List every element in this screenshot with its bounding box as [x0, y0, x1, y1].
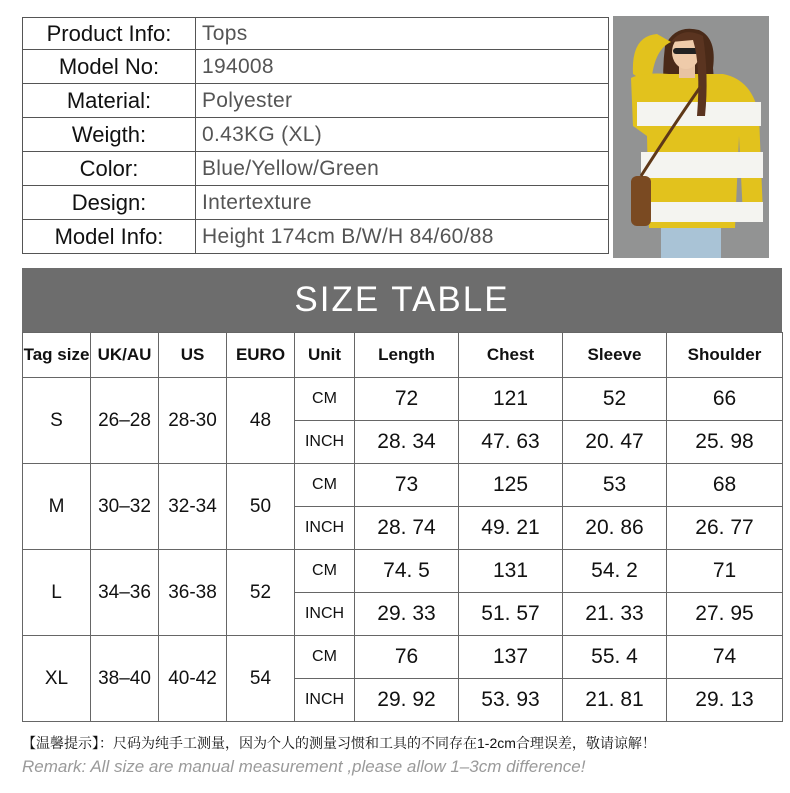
tag-size-cell: S — [23, 378, 91, 464]
size-table-title: SIZE TABLE — [22, 268, 782, 332]
info-row — [23, 152, 609, 186]
col-header-length: Length — [355, 333, 459, 378]
info-row — [23, 220, 609, 254]
info-label: Color: — [23, 152, 196, 186]
sleeve-cell: 21. 33 — [563, 593, 667, 636]
uk-au-cell: 38–40 — [91, 636, 159, 722]
unit-cell: INCH — [295, 593, 355, 636]
shoulder-cell: 25. 98 — [667, 421, 783, 464]
uk-au-cell: 34–36 — [91, 550, 159, 636]
info-value: Tops — [196, 18, 609, 50]
info-value: Blue/Yellow/Green — [196, 152, 609, 186]
shoulder-cell: 27. 95 — [667, 593, 783, 636]
chest-cell: 121 — [459, 378, 563, 421]
chest-cell: 131 — [459, 550, 563, 593]
info-value: Height 174cm B/W/H 84/60/88 — [196, 220, 609, 254]
euro-cell: 54 — [227, 636, 295, 722]
col-header-chest: Chest — [459, 333, 563, 378]
chest-cell: 125 — [459, 464, 563, 507]
length-cell: 74. 5 — [355, 550, 459, 593]
info-label: Model No: — [23, 50, 196, 84]
unit-cell: INCH — [295, 679, 355, 722]
chest-cell: 53. 93 — [459, 679, 563, 722]
sleeve-cell: 53 — [563, 464, 667, 507]
length-cell: 28. 74 — [355, 507, 459, 550]
info-label: Product Info: — [23, 18, 196, 50]
col-header-shoulder: Shoulder — [667, 333, 783, 378]
uk-au-cell: 30–32 — [91, 464, 159, 550]
sleeve-cell: 52 — [563, 378, 667, 421]
sleeve-cell: 20. 86 — [563, 507, 667, 550]
chinese-remark: 【温馨提示】：尺码为纯手工测量，因为个人的测量习惯和工具的不同存在1-2cm合理误差，敬请谅解！ — [22, 735, 656, 751]
sleeve-cell: 54. 2 — [563, 550, 667, 593]
unit-cell: INCH — [295, 421, 355, 464]
shoulder-cell: 71 — [667, 550, 783, 593]
info-value: 194008 — [196, 50, 609, 84]
shoulder-cell: 66 — [667, 378, 783, 421]
info-row — [23, 84, 609, 118]
unit-cell: CM — [295, 378, 355, 421]
us-cell: 36-38 — [159, 550, 227, 636]
chest-cell: 137 — [459, 636, 563, 679]
shoulder-cell: 68 — [667, 464, 783, 507]
table-row — [23, 636, 783, 679]
shoulder-cell: 26. 77 — [667, 507, 783, 550]
length-cell: 28. 34 — [355, 421, 459, 464]
shoulder-cell: 74 — [667, 636, 783, 679]
chest-cell: 49. 21 — [459, 507, 563, 550]
sleeve-cell: 21. 81 — [563, 679, 667, 722]
table-row — [23, 464, 783, 507]
info-label: Design: — [23, 186, 196, 220]
length-cell: 29. 92 — [355, 679, 459, 722]
us-cell: 28-30 — [159, 378, 227, 464]
table-row — [23, 378, 783, 421]
euro-cell: 48 — [227, 378, 295, 464]
col-header-uk-au: UK/AU — [91, 333, 159, 378]
info-value: Intertexture — [196, 186, 609, 220]
table-row — [23, 550, 783, 593]
info-label: Model Info: — [23, 220, 196, 254]
us-cell: 32-34 — [159, 464, 227, 550]
length-cell: 72 — [355, 378, 459, 421]
shoulder-cell: 29. 13 — [667, 679, 783, 722]
tag-size-cell: M — [23, 464, 91, 550]
sleeve-cell: 20. 47 — [563, 421, 667, 464]
english-remark: Remark: All size are manual measurement ,please allow 1–3cm difference! — [22, 757, 586, 776]
unit-cell: INCH — [295, 507, 355, 550]
col-header-tag-size: Tag size — [23, 333, 91, 378]
length-cell: 29. 33 — [355, 593, 459, 636]
info-row — [23, 18, 609, 50]
col-header-unit: Unit — [295, 333, 355, 378]
info-row — [23, 118, 609, 152]
model-photo — [613, 16, 769, 258]
length-cell: 73 — [355, 464, 459, 507]
unit-cell: CM — [295, 550, 355, 593]
size-table-header-row — [23, 333, 783, 378]
unit-cell: CM — [295, 636, 355, 679]
length-cell: 76 — [355, 636, 459, 679]
info-value: Polyester — [196, 84, 609, 118]
tag-size-cell: L — [23, 550, 91, 636]
euro-cell: 50 — [227, 464, 295, 550]
tag-size-cell: XL — [23, 636, 91, 722]
info-row — [23, 50, 609, 84]
euro-cell: 52 — [227, 550, 295, 636]
col-header-us: US — [159, 333, 227, 378]
size-table — [22, 332, 783, 722]
us-cell: 40-42 — [159, 636, 227, 722]
col-header-sleeve: Sleeve — [563, 333, 667, 378]
info-label: Material: — [23, 84, 196, 118]
product-info-table — [22, 17, 609, 254]
chest-cell: 51. 57 — [459, 593, 563, 636]
sleeve-cell: 55. 4 — [563, 636, 667, 679]
model-illustration — [613, 16, 769, 258]
info-label: Weigth: — [23, 118, 196, 152]
uk-au-cell: 26–28 — [91, 378, 159, 464]
info-row — [23, 186, 609, 220]
chest-cell: 47. 63 — [459, 421, 563, 464]
col-header-euro: EURO — [227, 333, 295, 378]
unit-cell: CM — [295, 464, 355, 507]
info-value: 0.43KG (XL) — [196, 118, 609, 152]
